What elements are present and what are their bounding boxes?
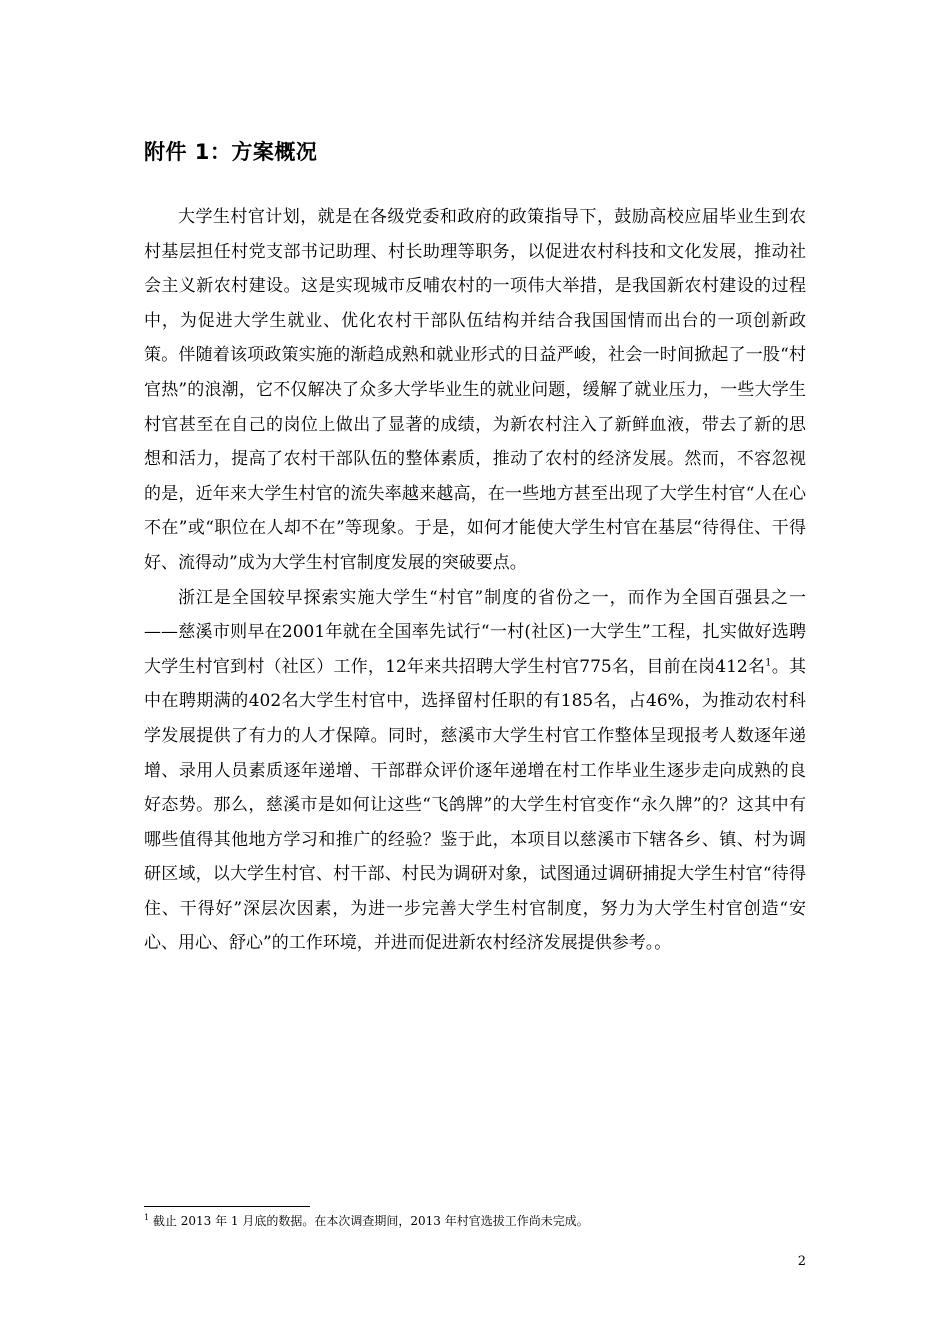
footnote-divider (144, 1206, 310, 1207)
footnote-reference[interactable]: 1 (765, 657, 772, 669)
paragraph-cixi (144, 581, 806, 962)
page-number: 2 (797, 1254, 806, 1269)
footnote (144, 1213, 806, 1229)
paragraph-cixi-part1: 浙江是全国较早探索实施大学生“村官”制度的省份之一，而作为全国百强县之一——慈溪市则早在2001年就在全国率先试行“一村(社区)一大学生”工程，扎实做好选聘大学生村官到村（社区）工作，12年来共招聘大学生村官775名，目前在岗412名 (144, 587, 806, 677)
paragraph-cixi-part2: 。其中在聘期满的402名大学生村官中，选择留村任职的有185名，占46%，为推动农村科学发展提供了有力的人才保障。同时，慈溪市大学生村官工作整体呈现报考人数逐年递增、录用人员素质逐年递增、干部群众评价逐年递增在村工作毕业生逐步走向成熟的良好态势。那么，慈溪市是如何让这些“飞鸽牌”的大学生村官变作“永久牌”的？这其中有哪些值得其他地方学习和推广的经验？鉴于此，本项目以慈溪市下辖各乡、镇、村为调研区域，以大学生村官、村干部、村民为调研对象，试图通过调研捕捉大学生村官“待得住、干得好”深层次因素，为进一步完善大学生村官制度，努力为大学生村官创造“安心、用心、舒心”的工作环境，并进而促进新农村经济发展提供参考。。 (144, 656, 806, 954)
paragraph-intro: 大学生村官计划，就是在各级党委和政府的政策指导下，鼓励高校应届毕业生到农村基层担任村党支部书记助理、村长助理等职务，以促进农村科技和文化发展，推动社会主义新农村建设。这是实现城市反哺农村的一项伟大举措，是我国新农村建设的过程中，为促进大学生就业、优化农村干部队伍结构并结合我国国情而出台的一项创新政策。伴随着该项政策实施的渐趋成熟和就业形式的日益严峻，社会一时间掀起了一股“村官热”的浪潮，它不仅解决了众多大学毕业生的就业问题，缓解了就业压力，一些大学生村官甚至在自己的岗位上做出了显著的成绩，为新农村注入了新鲜血液，带去了新的思想和活力，提高了农村干部队伍的整体素质，推动了农村的经济发展。然而，不容忽视的是，近年来大学生村官的流失率越来越高，在一些地方甚至出现了大学生村官“人在心不在”或“职位在人却不在”等现象。于是，如何才能使大学生村官在基层“待得住、干得好、流得动”成为大学生村官制度发展的突破要点。 (144, 207, 806, 573)
footnote-text: 截止 2013 年 1 月底的数据。在本次调查期间，2013 年村官选拔工作尚未完成。 (149, 1214, 589, 1228)
footnote-marker: 1 (144, 1213, 150, 1222)
body-text (144, 200, 806, 961)
page-title: 附件 1：方案概况 (144, 140, 318, 164)
